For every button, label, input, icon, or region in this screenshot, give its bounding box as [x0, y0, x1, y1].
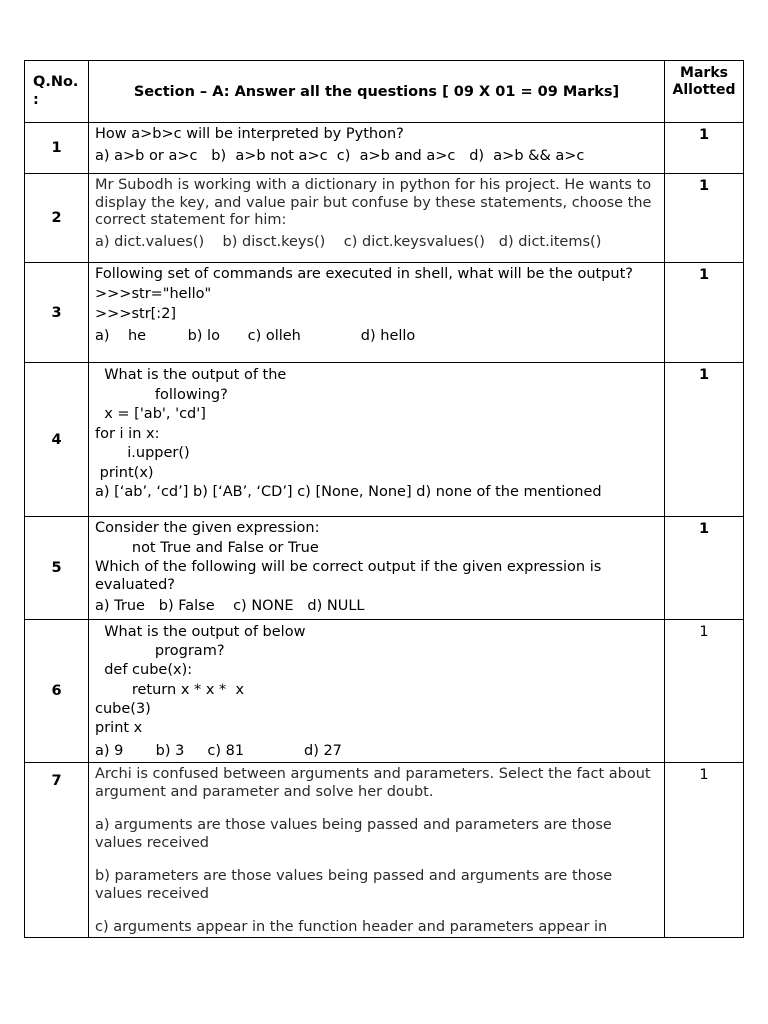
question-line: return x * x * x: [95, 681, 245, 698]
question-line: cube(3): [95, 700, 151, 717]
question-row: [25, 174, 744, 263]
question-line: print x: [95, 720, 143, 737]
question-line: >>>str="hello": [95, 285, 212, 302]
question-line: Following set of commands are executed in shell, what will be the output?: [95, 266, 633, 282]
question-text: [89, 363, 665, 517]
question-number: 2: [25, 174, 89, 263]
question-options: a) he b) lo c) olleh d) hello: [95, 327, 416, 344]
question-text: [89, 517, 665, 620]
section-title: Section – A: Answer all the questions [ 09 X 01 = 09 Marks]: [89, 61, 665, 123]
question-line: for i in x:: [95, 425, 160, 442]
question-text: [89, 763, 665, 938]
question-marks: 1: [665, 263, 744, 363]
question-line: Archi is confused between arguments and parameters. Select the fact about argument and parameter and solve her doubt.: [95, 766, 651, 800]
question-line: a) arguments are those values being passed and parameters are those values received: [95, 817, 612, 851]
question-options: a) a>b or a>c b) a>b not a>c c) a>b and a>c d) a>b && a>c: [95, 147, 585, 164]
question-row: [25, 763, 744, 938]
question-row: [25, 620, 744, 763]
question-line: i.upper(): [95, 445, 190, 461]
question-row: [25, 263, 744, 363]
question-line: program?: [95, 643, 225, 660]
question-row: [25, 517, 744, 620]
qno-header: Q.No. :: [25, 61, 89, 123]
question-number: 3: [25, 263, 89, 363]
question-line: >>>str[:2]: [95, 306, 177, 322]
question-line: What is the output of the: [95, 367, 287, 383]
question-line: x = ['ab', 'cd']: [95, 406, 206, 422]
question-line: following?: [95, 386, 228, 403]
question-line: b) parameters are those values being passed and arguments are those values received: [95, 868, 613, 902]
question-text: [89, 620, 665, 763]
question-number: 7: [25, 763, 89, 938]
question-options: a) 9 b) 3 c) 81 d) 27: [95, 743, 342, 760]
header-row: [25, 61, 744, 123]
question-marks: 1: [665, 123, 744, 174]
question-marks: 1: [665, 174, 744, 263]
question-line: def cube(x):: [95, 662, 193, 679]
marks-header: Marks Allotted: [665, 61, 744, 123]
question-text: [89, 123, 665, 174]
question-text: [89, 263, 665, 363]
question-line: not True and False or True: [95, 539, 319, 556]
question-number: 4: [25, 363, 89, 517]
question-row: [25, 123, 744, 174]
question-line: print(x): [95, 464, 154, 481]
question-number: 6: [25, 620, 89, 763]
question-number: 1: [25, 123, 89, 174]
question-line: Which of the following will be correct output if the given expression is evaluated?: [95, 559, 602, 593]
question-line: How a>b>c will be interpreted by Python?: [95, 126, 404, 142]
question-line: What is the output of below: [95, 624, 306, 640]
question-table: [24, 60, 744, 938]
question-marks: 1: [665, 517, 744, 620]
question-line: Mr Subodh is working with a dictionary in python for his project. He wants to display the key, and value pair but confuse by these statements, choose the correct statement for him:: [95, 177, 652, 228]
question-row: [25, 363, 744, 517]
question-line: c) arguments appear in the function header and parameters appear in: [95, 919, 608, 935]
question-options: a) [‘ab’, ‘cd’] b) [‘AB’, ‘CD’] c) [None, None] d) none of the mentioned: [95, 484, 602, 500]
question-options: a) True b) False c) NONE d) NULL: [95, 598, 365, 614]
question-number: 5: [25, 517, 89, 620]
question-marks: 1: [665, 763, 744, 938]
question-marks: 1: [665, 620, 744, 763]
question-line: Consider the given expression:: [95, 520, 320, 536]
question-text: [89, 174, 665, 263]
question-marks: 1: [665, 363, 744, 517]
question-options: a) dict.values() b) disct.keys() c) dict.keysvalues() d) dict.items(): [95, 233, 602, 250]
